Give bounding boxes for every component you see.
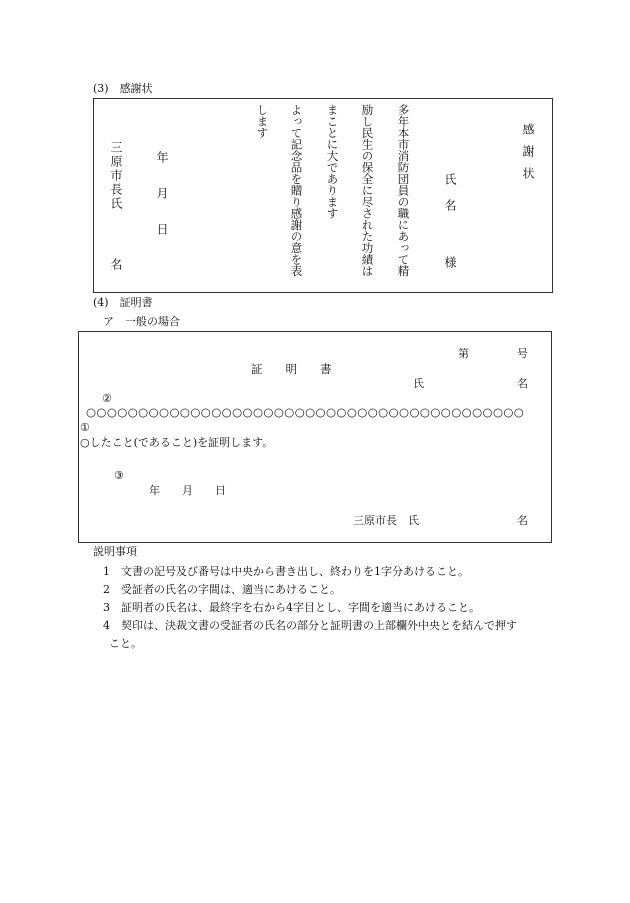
gratitude-certificate-title: 感謝状 <box>521 123 535 189</box>
note-item-2: 2 受証者の氏名の字間は、適当にあけること。 <box>103 583 341 596</box>
marker-1: ① <box>80 421 90 434</box>
proof-recipient-given-name: 名 <box>517 377 528 390</box>
placeholder-circle-row: ○○○○○○○○○○○○○○○○○○○○○○○○○○○○○○○○○○○○○○○○○○ <box>86 405 525 419</box>
note-item-4-continuation: こと。 <box>109 637 142 650</box>
gratitude-honorific: 様 <box>443 256 457 268</box>
note-item-4: 4 契印は、決裁文書の受証者の氏名の部分と証明書の上部欄外中央とを結んで押す <box>103 619 517 632</box>
gratitude-date: 年月日 <box>155 151 169 259</box>
marker-2: ② <box>102 392 112 405</box>
gratitude-body-line-3: まことに大であります <box>325 104 340 219</box>
proof-recipient-surname: 氏 <box>413 377 424 390</box>
gratitude-body-line-1: 多年本市消防団員の職にあって精 <box>396 104 411 277</box>
note-item-3: 3 証明者の氏名は、最終字を右から4字目とし、字間を適当にあけること。 <box>103 601 480 614</box>
proof-statement: ○したこと(であること)を証明します。 <box>80 436 274 449</box>
proof-signer: 三原市長 氏 <box>353 514 419 527</box>
section3-heading: (3) 感謝状 <box>93 82 153 95</box>
gratitude-body-line-2: 励し民生の保全に尽された功績は <box>360 104 375 277</box>
marker-3: ③ <box>114 469 124 482</box>
gratitude-body-line-5: します <box>255 104 270 139</box>
gratitude-body-line-4: よって記念品を贈り感謝の意を表 <box>289 104 304 277</box>
note-item-1: 1 文書の記号及び番号は中央から書き出し、終わりを1字分あけること。 <box>103 565 469 578</box>
notes-heading: 説明事項 <box>93 545 137 558</box>
proof-signer-name-char: 名 <box>517 514 528 527</box>
certificate-number-suffix: 号 <box>517 347 528 360</box>
section4-heading: (4) 証明書 <box>93 296 153 309</box>
certificate-number-label: 第 <box>458 347 469 360</box>
gratitude-signer-name-char: 名 <box>109 258 123 270</box>
proof-certificate-title: 証 明 書 <box>251 362 332 376</box>
gratitude-signer: 三原市長氏 <box>109 141 123 211</box>
section4-subheading: ア 一般の場合 <box>103 315 180 328</box>
gratitude-recipient-name: 氏名 <box>443 173 457 225</box>
proof-date: 年 月 日 <box>149 484 226 497</box>
